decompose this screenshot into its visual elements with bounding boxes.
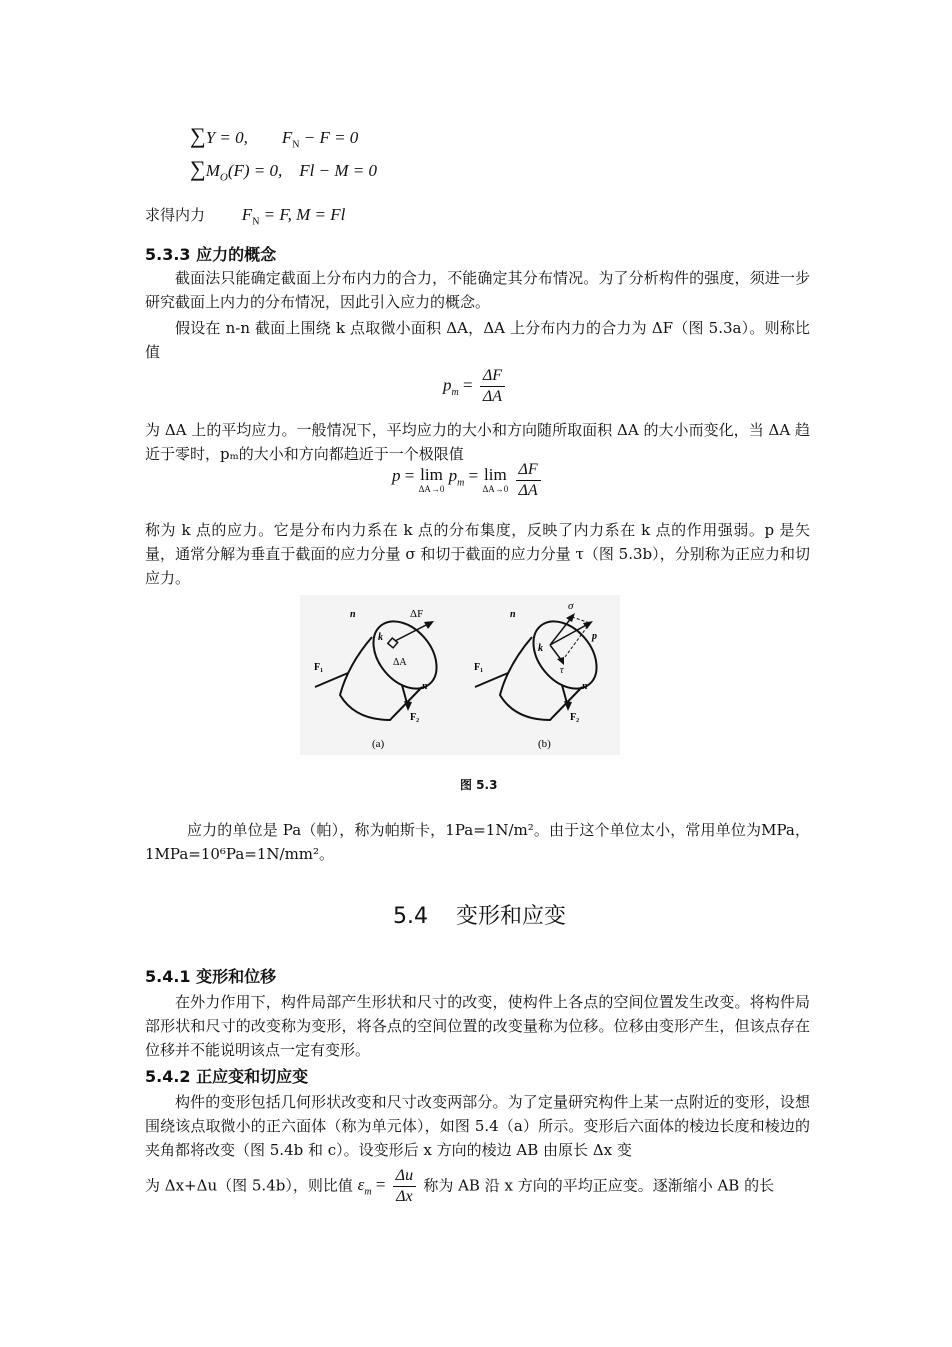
label-p-b: p	[592, 631, 597, 642]
result-label: 求得内力	[145, 206, 206, 224]
paragraph-5-4-2: 构件的变形包括几何形状改变和尺寸改变两部分。为了定量研究构件上某一点附近的变形，设想围绕该点取微小的正六面体（称为单元体），如图 5.4（a）所示。变形后六面体的棱边长度和棱边的夹角都将改变（图 5.4b 和 c）。设变形后 x 方向的棱边 AB 由原长 Δx 变	[145, 1093, 810, 1159]
label-n-bottom-b: n	[582, 681, 588, 692]
label-n-bottom-a: n	[422, 681, 428, 692]
paragraph-average-stress: 为 ΔA 上的平均应力。一般情况下，平均应力的大小和方向随所取面积 ΔA 的大小而变化，当 ΔA 趋近于零时，pₘ的大小和方向都趋近于一个极限值	[145, 421, 810, 463]
paragraph-5-4-2-strain: 为 Δx+Δu（图 5.4b），则比值 $\varepsilon_m$ = $\frac{\Delta u}{\Delta x}$ 称为 AB 沿 x 方向的平均正应变。逐渐缩小 AB 的长	[145, 1167, 775, 1205]
label-sigma-b: σ	[568, 600, 574, 612]
label-a: (a)	[372, 738, 385, 750]
equation-sum-moment: $\sum M_O(F) = 0$, Fl − M = 0	[190, 156, 377, 184]
label-tau-b: τ	[560, 665, 564, 676]
equation-average-strain: $\varepsilon_m$ = $\frac{\Delta u}{\Delta x}$	[358, 1175, 424, 1194]
heading-5-3-3: 5.3.3 应力的概念	[145, 245, 277, 264]
equation-average-stress: $p_m$ = $\frac{\Delta F}{\Delta A}$	[443, 366, 508, 407]
label-b: (b)	[538, 738, 551, 750]
label-df-a: ΔF	[410, 608, 424, 620]
paragraph-5-4-1: 在外力作用下，构件局部产生形状和尺寸的改变，使构件上各点的空间位置发生改变。将构件局部形状和尺寸的改变称为变形，将各点的空间位置的改变量称为位移。位移由变形产生，但该点存在位移并不能说明该点一定有变形。	[145, 993, 810, 1059]
label-f2-b: F₂	[570, 712, 580, 723]
figure-5-3	[300, 595, 620, 755]
paragraph-5-3-3-assume: 假设在 n-n 截面上围绕 k 点取微小面积 ΔA，ΔA 上分布内力的合力为 ΔF（图 5.3a）。则称比值	[145, 319, 810, 361]
paragraph-stress-definition: 称为 k 点的应力。它是分布内力系在 k 点的分布集度，反映了内力系在 k 点的作用强弱。p 是矢量，通常分解为垂直于截面的应力分量 σ 和切于截面的应力分量 τ（图 5.3b），分别称为正应力和切应力。	[145, 521, 810, 587]
paragraph-stress-units: 应力的单位是 Pa（帕），称为帕斯卡，1Pa=1N/m²。由于这个单位太小，常用单位为MPa，1MPa=10⁶Pa=1N/mm²。	[145, 821, 810, 863]
label-n-top-a: n	[350, 609, 356, 620]
label-k-a: k	[378, 632, 383, 643]
heading-5-4: 5.4 变形和应变	[393, 904, 566, 929]
label-k-b: k	[538, 643, 543, 654]
label-f1-a: F₁	[314, 662, 324, 673]
label-f1-b: F₁	[474, 662, 484, 673]
figure-caption: 图 5.3	[460, 778, 498, 792]
label-n-top-b: n	[510, 609, 516, 620]
equation-sum-y: ∑Y = 0, $F_N - F = 0$	[190, 123, 359, 151]
label-da-a: ΔA	[393, 657, 407, 668]
equation-limit-stress: p = lim ΔA→0 $p_m$ = lim ΔA→0 $\frac{\Delta F}{\Delta A}$	[392, 466, 544, 501]
label-f2-a: F₂	[410, 712, 420, 723]
result-line	[145, 203, 345, 234]
paragraph-5-3-3-intro: 截面法只能确定截面上分布内力的合力，不能确定其分布情况。为了分析构件的强度，须进一步研究截面上内力的分布情况，因此引入应力的概念。	[145, 269, 810, 311]
heading-5-4-1: 5.4.1 变形和位移	[145, 967, 277, 986]
heading-5-4-2: 5.4.2 正应变和切应变	[145, 1067, 309, 1086]
result-equation: $F_N = F$, M = Fl	[241, 205, 346, 228]
